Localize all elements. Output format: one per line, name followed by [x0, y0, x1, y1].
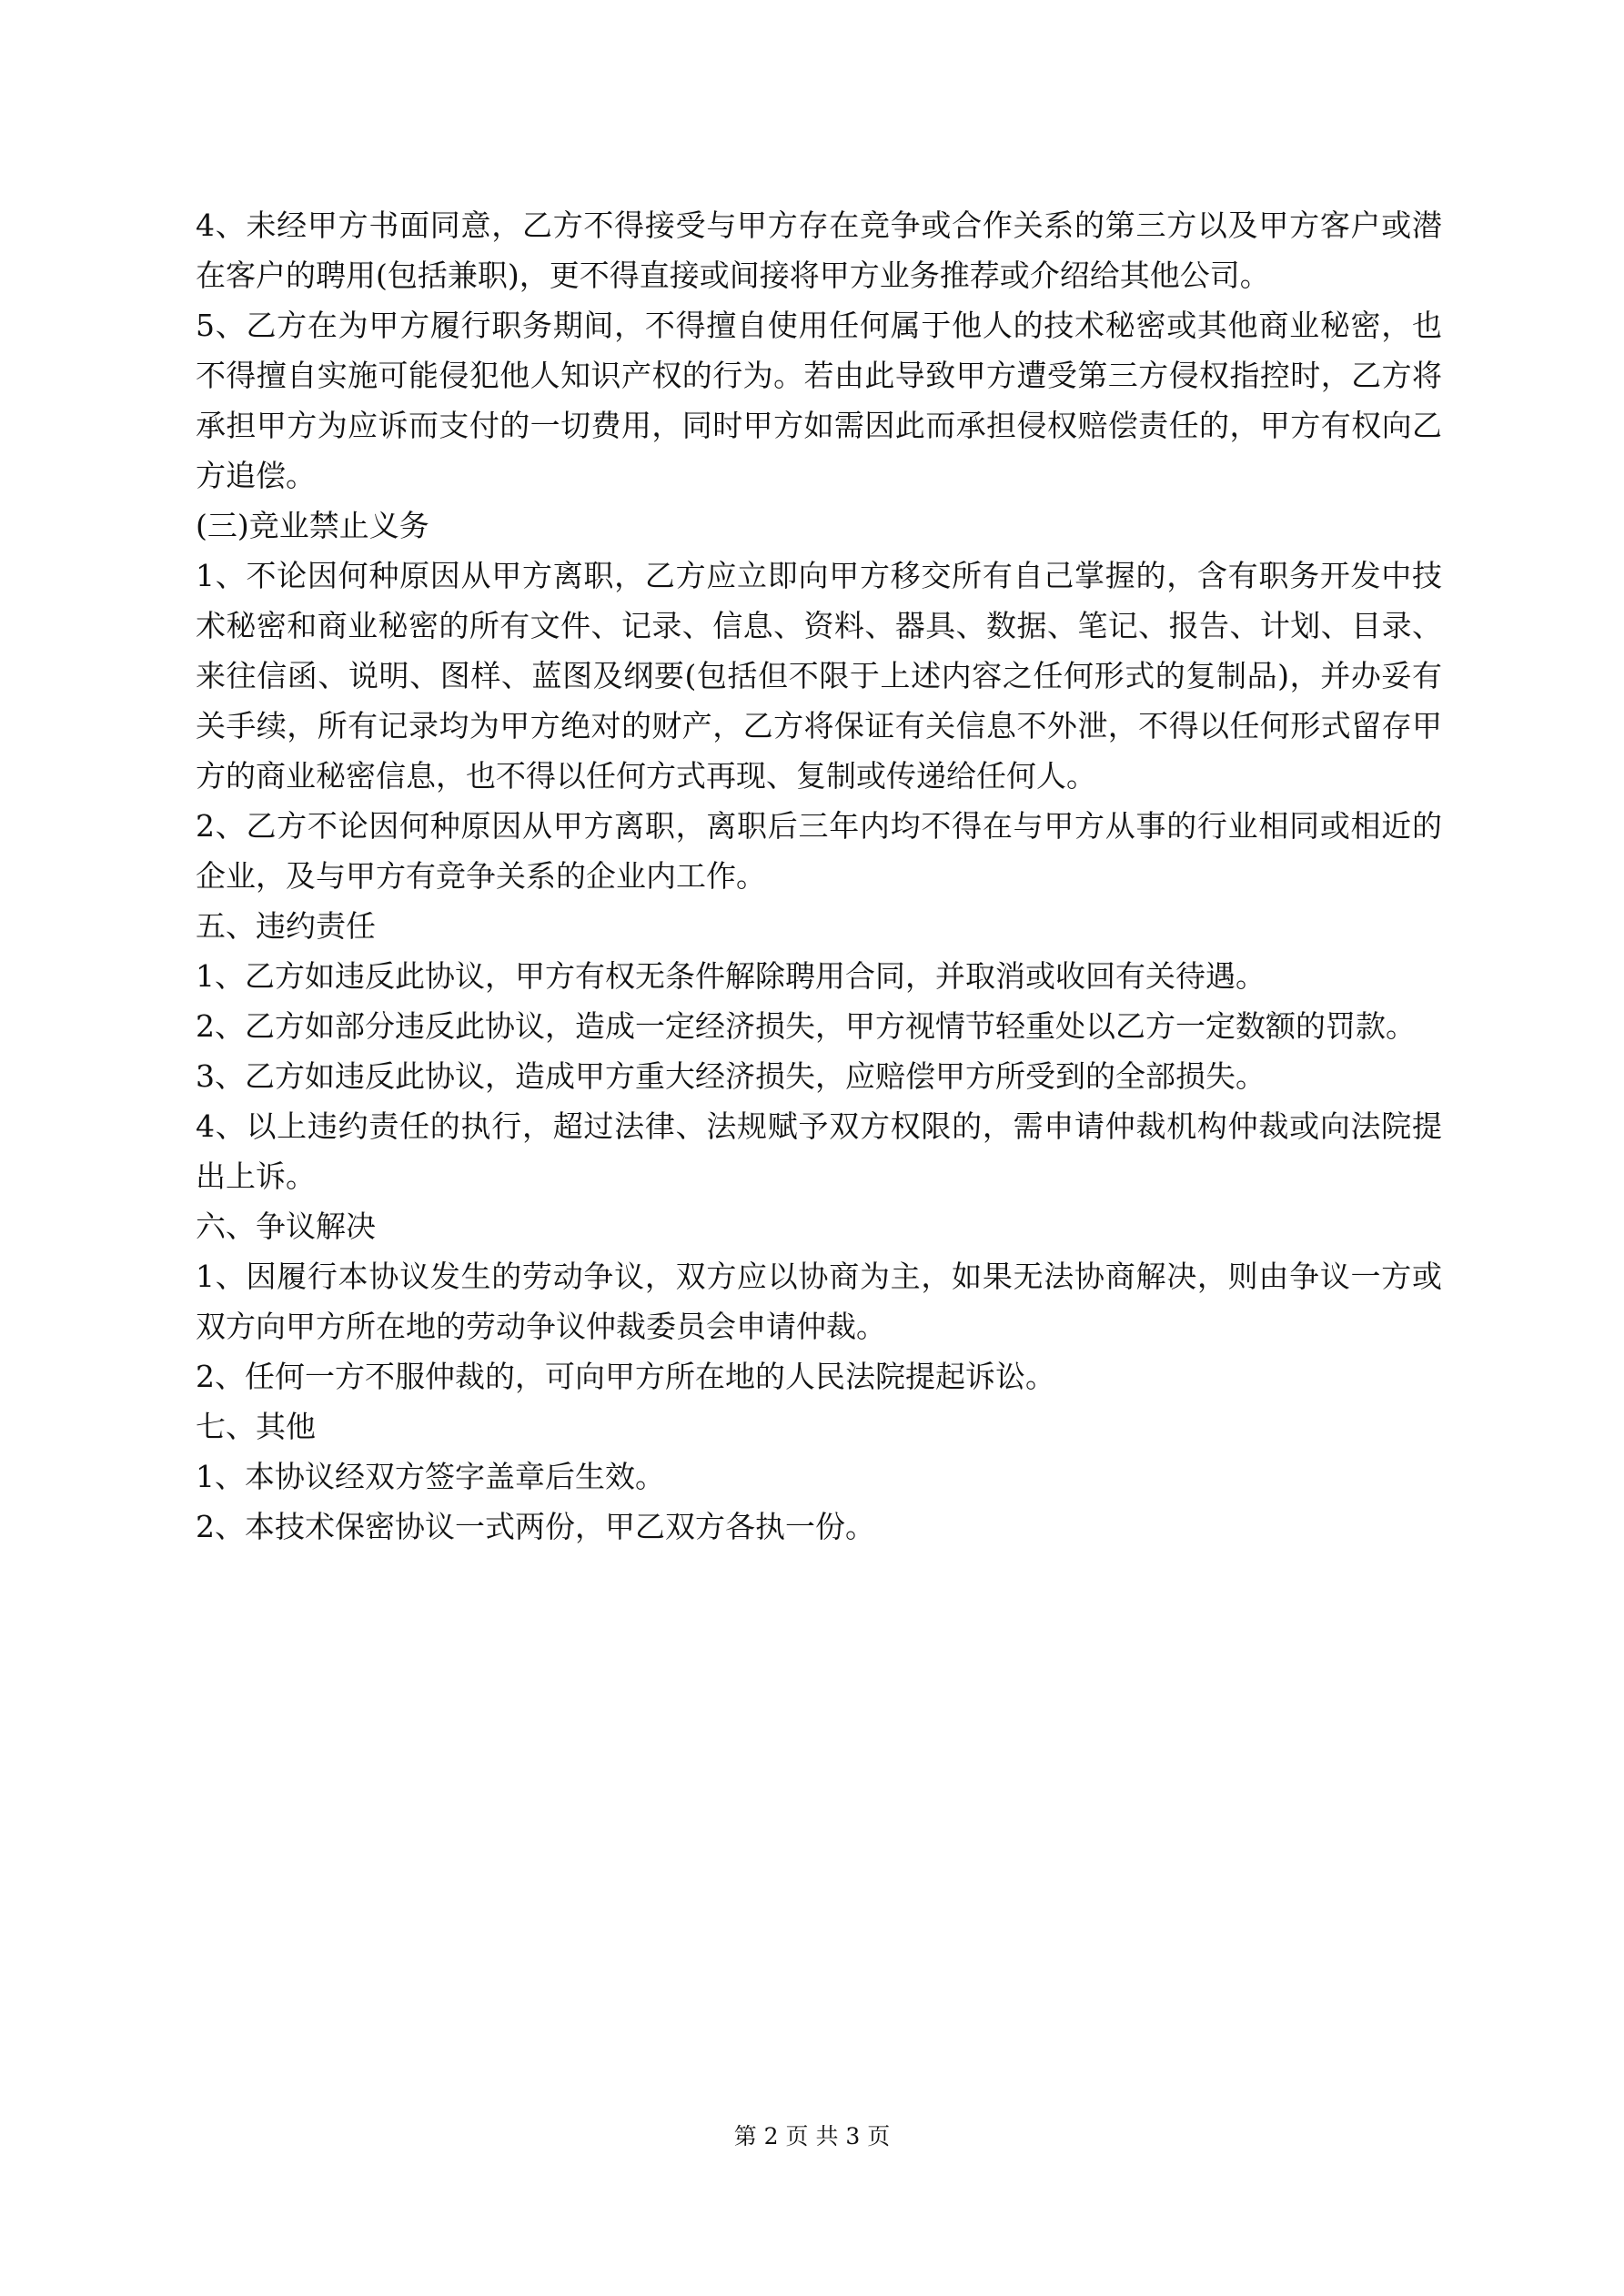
paragraph-dispute-2: 2、任何一方不服仲裁的，可向甲方所在地的人民法院提起诉讼。 [196, 1359, 1055, 1394]
page-number-footer: 第 2 页 共 3 页 [733, 2123, 891, 2149]
paragraph-liability-3: 3、乙方如违反此协议，造成甲方重大经济损失，应赔偿甲方所受到的全部损失。 [196, 1058, 1266, 1094]
paragraph-other-2: 2、本技术保密协议一式两份，甲乙双方各执一份。 [196, 1509, 875, 1544]
paragraph-non-compete-2: 2、乙方不论因何种原因从甲方离职，离职后三年内均不得在与甲方从事的行业相同或相近的企业，及与甲方有竞争关系的企业内工作。 [196, 808, 1442, 894]
paragraph-dispute-1: 1、因履行本协议发生的劳动争议，双方应以协商为主，如果无法协商解决，则由争议一方或双方向甲方所在地的劳动争议仲裁委员会申请仲裁。 [196, 1259, 1442, 1344]
section-heading-liability: 五、违约责任 [196, 908, 376, 944]
section-heading-other: 七、其他 [196, 1409, 316, 1444]
paragraph-liability-4: 4、以上违约责任的执行，超过法律、法规赋予双方权限的，需申请仲裁机构仲裁或向法院提出上诉。 [196, 1108, 1442, 1194]
paragraph-non-compete-1: 1、不论因何种原因从甲方离职，乙方应立即向甲方移交所有自己掌握的，含有职务开发中技术秘密和商业秘密的所有文件、记录、信息、资料、器具、数据、笔记、报告、计划、目录、来往信函、说明、图样、蓝图及纲要(包括但不限于上述内容之任何形式的复制品)，并办妥有关手续，所有记录均为甲方绝对的财产，乙方将保证有关信息不外泄，不得以任何形式留存甲方的商业秘密信息，也不得以任何方式再现、复制或传递给任何人。 [196, 558, 1442, 794]
paragraph-liability-2: 2、乙方如部分违反此协议，造成一定经济损失，甲方视情节轻重处以乙方一定数额的罚款。 [196, 1008, 1416, 1044]
document-body [196, 200, 1442, 1552]
paragraph-liability-1: 1、乙方如违反此协议，甲方有权无条件解除聘用合同，并取消或收回有关待遇。 [196, 958, 1266, 994]
section-heading-dispute: 六、争议解决 [196, 1209, 376, 1244]
paragraph-4-third-party-employment: 4、未经甲方书面同意，乙方不得接受与甲方存在竞争或合作关系的第三方以及甲方客户或潜在客户的聘用(包括兼职)，更不得直接或间接将甲方业务推荐或介绍给其他公司。 [196, 207, 1442, 293]
paragraph-5-infringement: 5、乙方在为甲方履行职务期间，不得擅自使用任何属于他人的技术秘密或其他商业秘密，也不得擅自实施可能侵犯他人知识产权的行为。若由此导致甲方遭受第三方侵权指控时，乙方将承担甲方为应诉而支付的一切费用，同时甲方如需因此而承担侵权赔偿责任的，甲方有权向乙方追偿。 [196, 308, 1442, 493]
section-heading-non-compete: (三)竞业禁止义务 [196, 508, 429, 543]
paragraph-other-1: 1、本协议经双方签字盖章后生效。 [196, 1459, 665, 1494]
